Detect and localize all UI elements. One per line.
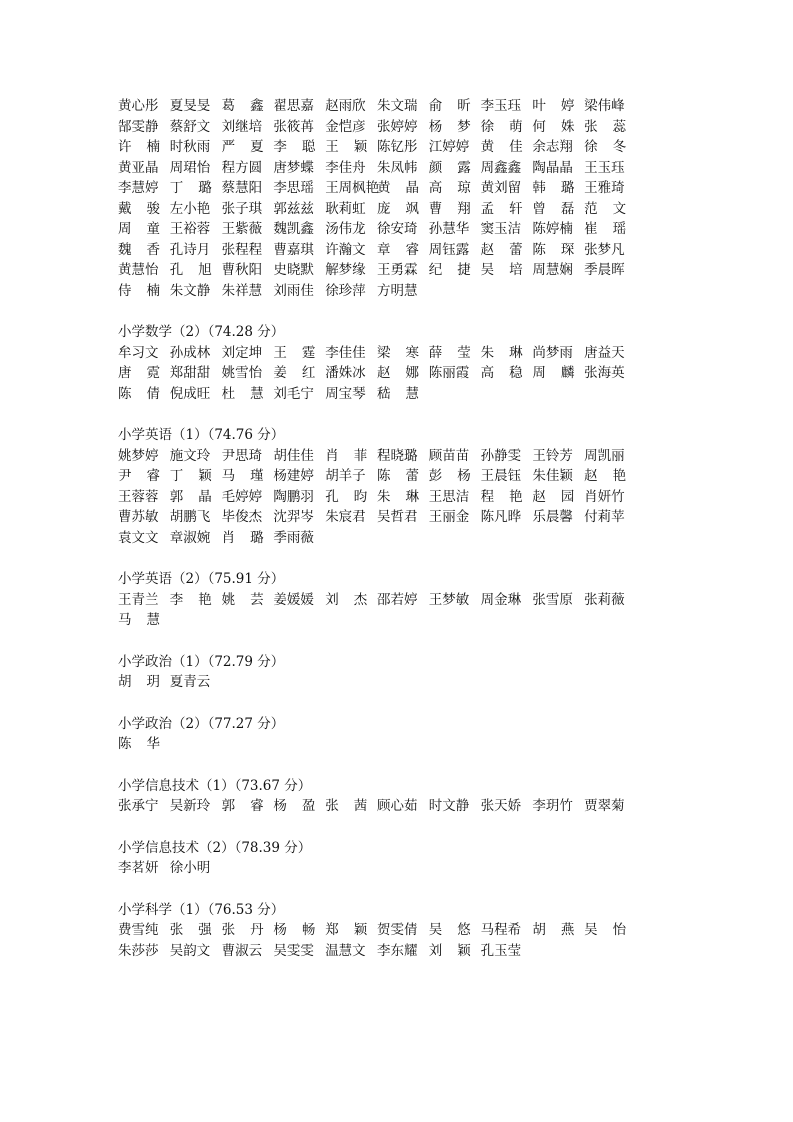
person-name: 张 茜 <box>325 798 368 814</box>
person-name: 付莉苹 <box>584 509 625 525</box>
person-name: 尹 睿 <box>118 468 160 484</box>
person-name: 潘姝冰 <box>325 365 366 381</box>
person-name: 周 童 <box>118 221 160 237</box>
person-name: 赵 艳 <box>584 468 627 484</box>
person-name: 杨建婷 <box>273 468 314 484</box>
person-name: 黄刘留 <box>480 180 522 196</box>
person-name: 李玥竹 <box>532 798 573 814</box>
name-list <box>118 446 658 549</box>
person-name: 王紫薇 <box>221 221 263 237</box>
person-name: 毕俊杰 <box>221 509 263 525</box>
person-name: 肖 菲 <box>325 447 368 464</box>
person-name: 张婷婷 <box>376 118 418 135</box>
person-name: 黄 佳 <box>480 139 523 155</box>
person-name: 刘定坤 <box>221 344 263 361</box>
person-name: 何 姝 <box>532 118 575 135</box>
person-name: 张 丹 <box>221 922 264 938</box>
person-name: 姚雪怡 <box>221 365 263 381</box>
person-name: 陈钇彤 <box>376 139 418 155</box>
person-name: 陈凡晔 <box>480 509 522 525</box>
person-name: 牟习文 <box>118 344 159 361</box>
person-name: 夏旻旻 <box>169 98 211 114</box>
person-name: 唐益天 <box>584 344 625 361</box>
person-name: 杜 慧 <box>221 385 264 402</box>
person-name: 马 慧 <box>118 612 160 628</box>
person-name: 黄亚晶 <box>118 159 159 176</box>
score-section <box>118 714 658 755</box>
person-name: 王梦敏 <box>428 591 470 608</box>
person-name: 王 霆 <box>273 344 316 361</box>
person-name: 陈 倩 <box>118 385 160 402</box>
person-name: 梁伟峰 <box>584 98 625 114</box>
person-name: 姜 红 <box>273 365 316 381</box>
name-list <box>118 343 658 405</box>
name-list <box>118 672 658 693</box>
section-heading: 小学政治（1）（72.79 分） <box>118 653 285 670</box>
person-name: 张子琪 <box>221 200 263 217</box>
person-name: 方明慧 <box>376 282 418 299</box>
section-heading: 小学英语（2）（75.91 分） <box>118 571 285 587</box>
name-list <box>118 590 658 631</box>
person-name: 李茗妍 <box>118 860 159 876</box>
person-name: 张承宁 <box>118 798 159 814</box>
person-name: 顾苗苗 <box>428 447 470 464</box>
person-name: 贺雯倩 <box>376 922 418 938</box>
person-name: 尹思琦 <box>221 447 263 464</box>
person-name: 葛 鑫 <box>221 98 264 114</box>
person-name: 王晨钰 <box>480 468 522 484</box>
person-name: 陈丽霞 <box>428 365 470 381</box>
person-name: 曹苏敏 <box>118 509 159 525</box>
person-name: 刘雨佳 <box>273 282 314 299</box>
section-heading: 小学信息技术（1）（73.67 分） <box>118 777 312 794</box>
section-heading: 小学数学（2）（74.28 分） <box>118 324 285 340</box>
person-name: 胡 燕 <box>532 922 575 938</box>
person-name: 周珺怡 <box>169 159 211 176</box>
person-name: 胡羊子 <box>325 468 366 484</box>
person-name: 杨 盈 <box>273 798 316 814</box>
person-name: 孔 旭 <box>169 262 212 278</box>
person-name: 赵雨欣 <box>325 98 366 114</box>
section-heading: 小学英语（1）（74.76 分） <box>118 427 285 443</box>
person-name: 陈 华 <box>118 736 160 752</box>
person-name: 江婷婷 <box>428 139 470 155</box>
person-name: 李玉珏 <box>480 98 522 114</box>
person-name: 王蓉蓉 <box>118 488 159 505</box>
person-name: 徐 冬 <box>584 139 627 155</box>
person-name: 翟思嘉 <box>273 98 314 114</box>
person-name: 贾翠菊 <box>584 798 625 814</box>
person-name: 李 聪 <box>273 139 316 155</box>
person-name: 刘继培 <box>221 118 263 135</box>
person-name: 李 艳 <box>169 591 212 608</box>
person-name: 朱 琳 <box>376 488 419 505</box>
person-name: 周钰露 <box>428 241 470 258</box>
person-name: 张筱苒 <box>273 118 314 135</box>
score-section <box>118 652 658 693</box>
person-name: 周慧娴 <box>532 262 573 278</box>
person-name: 吴 怡 <box>584 922 627 938</box>
person-name: 李慧婷 <box>118 180 159 196</box>
person-name: 朱祥慧 <box>221 282 263 299</box>
person-name: 郭 睿 <box>221 798 264 814</box>
person-name: 吴新玲 <box>169 798 211 814</box>
name-list <box>118 796 658 817</box>
name-list <box>118 858 658 879</box>
person-name: 杨 畅 <box>273 922 316 938</box>
person-name: 戴 骏 <box>118 200 160 217</box>
person-name: 纪 捷 <box>428 262 471 278</box>
person-name: 余志翔 <box>532 139 573 155</box>
person-name: 刘 颖 <box>428 942 471 959</box>
person-name: 王裕蓉 <box>169 221 211 237</box>
person-name: 朱 琳 <box>480 344 523 361</box>
person-name: 孔诗月 <box>169 241 211 258</box>
person-name: 唐梦蝶 <box>273 159 314 176</box>
person-name: 丁 颖 <box>169 468 212 484</box>
person-name: 丁 璐 <box>169 180 212 196</box>
person-name: 高 稳 <box>480 365 523 381</box>
person-name: 颜 露 <box>428 159 471 176</box>
person-name: 刘 杰 <box>325 591 368 608</box>
person-name: 时秋雨 <box>169 139 211 155</box>
person-name: 吴 培 <box>480 262 523 278</box>
person-name: 孙静雯 <box>480 447 522 464</box>
person-name: 胡鹏飞 <box>169 509 211 525</box>
person-name: 郭 晶 <box>169 488 212 505</box>
name-list <box>118 920 658 961</box>
person-name: 耿莉虹 <box>325 200 366 217</box>
person-name: 赵 娜 <box>376 365 419 381</box>
person-name: 张莉薇 <box>584 591 625 608</box>
person-name: 时文静 <box>428 798 470 814</box>
person-name: 徐小明 <box>169 860 211 876</box>
person-name: 张天娇 <box>480 798 522 814</box>
person-name: 张梦凡 <box>584 241 625 258</box>
person-name: 王周枫艳 <box>325 180 380 196</box>
person-name: 叶 婷 <box>532 98 575 114</box>
score-section <box>118 96 658 301</box>
person-name: 马程希 <box>480 922 522 938</box>
score-section <box>118 900 658 962</box>
person-name: 章 睿 <box>376 241 419 258</box>
person-name: 崔 瑶 <box>584 221 627 237</box>
person-name: 李东耀 <box>376 942 418 959</box>
person-name: 曹嘉琪 <box>273 241 314 258</box>
person-name: 吴雯雯 <box>273 942 314 959</box>
person-name: 刘毛宁 <box>273 385 314 402</box>
person-name: 张 强 <box>169 922 212 938</box>
person-name: 肖妍竹 <box>584 488 625 505</box>
person-name: 马 瑾 <box>221 468 264 484</box>
person-name: 朱凤帏 <box>376 159 418 176</box>
person-name: 黄 晶 <box>376 180 419 196</box>
person-name: 倪成旺 <box>169 385 211 402</box>
person-name: 曹 翔 <box>428 200 471 217</box>
person-name: 金恺彦 <box>325 118 366 135</box>
section-heading: 小学科学（1）（76.53 分） <box>118 901 285 918</box>
person-name: 汤伟龙 <box>325 221 366 237</box>
person-name: 曹秋阳 <box>221 262 263 278</box>
person-name: 李佳佳 <box>325 344 366 361</box>
person-name: 赵 蕾 <box>480 241 523 258</box>
person-name: 俞 昕 <box>428 98 471 114</box>
person-name: 吴韵文 <box>169 942 211 959</box>
person-name: 沈羿岑 <box>273 509 314 525</box>
person-name: 朱文静 <box>169 282 211 299</box>
person-name: 徐安琦 <box>376 221 418 237</box>
person-name: 施文玲 <box>169 447 211 464</box>
person-name: 史晓默 <box>273 262 314 278</box>
person-name: 王雅琦 <box>584 180 625 196</box>
section-heading: 小学政治（2）（77.27 分） <box>118 715 285 732</box>
person-name: 章淑婉 <box>169 529 211 546</box>
person-name: 郭兹兹 <box>273 200 314 217</box>
score-section <box>118 322 658 404</box>
person-name: 朱莎莎 <box>118 942 159 959</box>
person-name: 程 艳 <box>480 488 523 505</box>
score-section <box>118 838 658 879</box>
person-name: 陶鹏羽 <box>273 488 314 505</box>
person-name: 左小艳 <box>169 200 211 217</box>
person-name: 王铃芳 <box>532 447 573 464</box>
person-name: 梁 寒 <box>376 344 419 361</box>
person-name: 肖 璐 <box>221 529 264 546</box>
person-name: 李佳舟 <box>325 159 366 176</box>
person-name: 韩 璐 <box>532 180 575 196</box>
score-section <box>118 425 658 548</box>
person-name: 顾心茹 <box>376 798 418 814</box>
person-name: 孟 轩 <box>480 200 523 217</box>
person-name: 季晨晖 <box>584 262 625 278</box>
person-name: 吴 悠 <box>428 922 471 938</box>
score-section <box>118 776 658 817</box>
person-name: 李思瑶 <box>273 180 314 196</box>
person-name: 范 文 <box>584 200 627 217</box>
person-name: 夏青云 <box>169 674 211 690</box>
person-name: 陶晶晶 <box>532 159 573 176</box>
person-name: 孔玉莹 <box>480 942 522 959</box>
person-name: 周金琳 <box>480 591 522 608</box>
person-name: 嵇 慧 <box>376 385 419 402</box>
person-name: 庞 飒 <box>376 200 419 217</box>
person-name: 陈 琛 <box>532 241 575 258</box>
person-name: 彭 杨 <box>428 468 471 484</box>
person-name: 孙成林 <box>169 344 211 361</box>
person-name: 邵若婷 <box>376 591 418 608</box>
person-name: 王青兰 <box>118 591 159 608</box>
person-name: 陈 蕾 <box>376 468 419 484</box>
person-name: 胡佳佳 <box>273 447 314 464</box>
person-name: 温慧文 <box>325 942 366 959</box>
person-name: 周宝琴 <box>325 385 366 402</box>
person-name: 程方圆 <box>221 159 263 176</box>
person-name: 魏凯鑫 <box>273 221 314 237</box>
person-name: 朱宸君 <box>325 509 366 525</box>
person-name: 吴哲君 <box>376 509 418 525</box>
person-name: 许瀚文 <box>325 241 366 258</box>
person-name: 杨 梦 <box>428 118 471 135</box>
person-name: 周鑫鑫 <box>480 159 522 176</box>
person-name: 陈婷楠 <box>532 221 573 237</box>
person-name: 徐 萌 <box>480 118 523 135</box>
person-name: 张程程 <box>221 241 263 258</box>
person-name: 程晓璐 <box>376 447 418 464</box>
person-name: 曹淑云 <box>221 942 263 959</box>
person-name: 王勇霖 <box>376 262 418 278</box>
person-name: 王 颖 <box>325 139 368 155</box>
person-name: 蔡舒文 <box>169 118 211 135</box>
person-name: 曾 磊 <box>532 200 575 217</box>
person-name: 孙慧华 <box>428 221 470 237</box>
person-name: 朱文瑞 <box>376 98 418 114</box>
score-section <box>118 569 658 631</box>
person-name: 姜媛媛 <box>273 591 314 608</box>
person-name: 姚梦婷 <box>118 447 159 464</box>
person-name: 周凯丽 <box>584 447 625 464</box>
person-name: 高 琼 <box>428 180 471 196</box>
person-name: 姚 芸 <box>221 591 264 608</box>
person-name: 郑甜甜 <box>169 365 211 381</box>
person-name: 许 楠 <box>118 139 160 155</box>
person-name: 乐晨馨 <box>532 509 573 525</box>
person-name: 张雪原 <box>532 591 573 608</box>
person-name: 尚梦雨 <box>532 344 573 361</box>
person-name: 朱佳颖 <box>532 468 573 484</box>
person-name: 蔡慧阳 <box>221 180 263 196</box>
person-name: 胡 玥 <box>118 674 160 690</box>
section-heading: 小学信息技术（2）（78.39 分） <box>118 839 312 856</box>
name-list <box>118 734 658 755</box>
person-name: 严 夏 <box>221 139 264 155</box>
person-name: 周 麟 <box>532 365 575 381</box>
person-name: 王丽金 <box>428 509 470 525</box>
name-list <box>118 96 658 301</box>
person-name: 张 蕊 <box>584 118 627 135</box>
person-name: 唐 霓 <box>118 365 160 381</box>
person-name: 袁文文 <box>118 529 159 546</box>
person-name: 张海英 <box>584 365 625 381</box>
person-name: 窦玉洁 <box>480 221 522 237</box>
person-name: 毛婷婷 <box>221 488 263 505</box>
person-name: 黄慧怡 <box>118 262 159 278</box>
document-page <box>118 96 658 982</box>
person-name: 季雨薇 <box>273 529 314 546</box>
person-name: 侍 楠 <box>118 282 160 299</box>
person-name: 赵 园 <box>532 488 575 505</box>
person-name: 孔 昀 <box>325 488 368 505</box>
person-name: 黄心彤 <box>118 98 159 114</box>
person-name: 魏 香 <box>118 241 160 258</box>
person-name: 薛 莹 <box>428 344 471 361</box>
person-name: 郑 颖 <box>325 922 368 938</box>
person-name: 王思洁 <box>428 488 470 505</box>
person-name: 郜雯静 <box>118 118 159 135</box>
person-name: 王玉珏 <box>584 159 625 176</box>
person-name: 费雪纯 <box>118 922 159 938</box>
person-name: 解梦缘 <box>325 262 366 278</box>
person-name: 徐珍萍 <box>325 282 366 299</box>
